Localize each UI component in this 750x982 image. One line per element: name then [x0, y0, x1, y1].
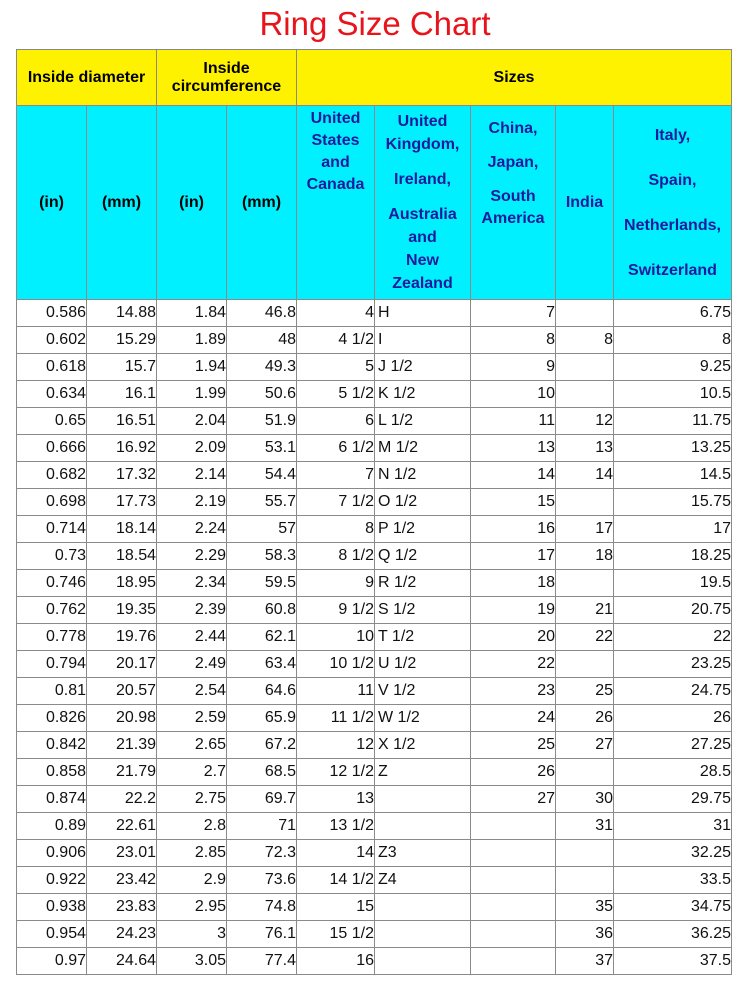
cell-us-canada: 11 1/2 [297, 705, 375, 732]
cell-china-japan: 15 [471, 489, 556, 516]
cell-circumference-mm: 49.3 [227, 354, 297, 381]
cell-circumference-mm: 67.2 [227, 732, 297, 759]
cell-italy-spain: 11.75 [614, 408, 732, 435]
cell-china-japan: 14 [471, 462, 556, 489]
uk-line-6: New [406, 252, 439, 269]
cell-diameter-in: 0.602 [17, 327, 87, 354]
cell-italy-spain: 29.75 [614, 786, 732, 813]
cell-china-japan: 7 [471, 300, 556, 327]
cell-diameter-in: 0.842 [17, 732, 87, 759]
cell-uk [375, 921, 471, 948]
cell-india [556, 867, 614, 894]
cell-china-japan: 17 [471, 543, 556, 570]
cell-circumference-in: 2.59 [157, 705, 227, 732]
table-row [17, 732, 732, 759]
cell-circumference-mm: 64.6 [227, 678, 297, 705]
cell-india: 30 [556, 786, 614, 813]
cell-uk: W 1/2 [375, 705, 471, 732]
cell-italy-spain: 26 [614, 705, 732, 732]
cell-diameter-mm: 23.83 [87, 894, 157, 921]
table-row [17, 840, 732, 867]
cell-china-japan: 27 [471, 786, 556, 813]
ring-size-table [16, 49, 732, 975]
cell-circumference-in: 2.75 [157, 786, 227, 813]
cell-us-canada: 8 [297, 516, 375, 543]
cell-diameter-in: 0.874 [17, 786, 87, 813]
cell-us-canada: 13 [297, 786, 375, 813]
cell-circumference-mm: 77.4 [227, 948, 297, 975]
cell-india [556, 354, 614, 381]
cell-diameter-in: 0.586 [17, 300, 87, 327]
cell-us-canada: 8 1/2 [297, 543, 375, 570]
cell-circumference-mm: 63.4 [227, 651, 297, 678]
cell-india: 18 [556, 543, 614, 570]
cell-india: 8 [556, 327, 614, 354]
cell-italy-spain: 34.75 [614, 894, 732, 921]
cell-circumference-mm: 54.4 [227, 462, 297, 489]
cell-uk: X 1/2 [375, 732, 471, 759]
cell-india [556, 381, 614, 408]
cell-diameter-mm: 15.7 [87, 354, 157, 381]
cell-diameter-in: 0.73 [17, 543, 87, 570]
cell-diameter-in: 0.826 [17, 705, 87, 732]
cell-diameter-in: 0.65 [17, 408, 87, 435]
cell-china-japan: 23 [471, 678, 556, 705]
cell-italy-spain: 10.5 [614, 381, 732, 408]
table-row [17, 570, 732, 597]
cell-diameter-mm: 15.29 [87, 327, 157, 354]
cell-india [556, 840, 614, 867]
table-row [17, 408, 732, 435]
cell-italy-spain: 28.5 [614, 759, 732, 786]
cell-diameter-in: 0.89 [17, 813, 87, 840]
table-row [17, 381, 732, 408]
col-uk-ireland-australia-nz [375, 106, 471, 300]
cell-circumference-in: 2.19 [157, 489, 227, 516]
cell-india [556, 489, 614, 516]
cell-uk: J 1/2 [375, 354, 471, 381]
col-india: India [556, 106, 614, 300]
cell-china-japan [471, 948, 556, 975]
table-row [17, 894, 732, 921]
uk-line-3: Ireland, [394, 171, 451, 188]
cell-circumference-mm: 58.3 [227, 543, 297, 570]
cell-india: 21 [556, 597, 614, 624]
cell-china-japan: 16 [471, 516, 556, 543]
cell-diameter-mm: 20.98 [87, 705, 157, 732]
table-row [17, 921, 732, 948]
cell-diameter-in: 0.778 [17, 624, 87, 651]
cell-uk: H [375, 300, 471, 327]
cell-us-canada: 4 1/2 [297, 327, 375, 354]
cell-uk: Z [375, 759, 471, 786]
uk-line-5: and [408, 229, 437, 246]
col-circumference-in: (in) [157, 106, 227, 300]
cell-us-canada: 10 1/2 [297, 651, 375, 678]
cell-china-japan: 10 [471, 381, 556, 408]
cell-circumference-in: 1.94 [157, 354, 227, 381]
uk-line-2: Kingdom, [385, 136, 460, 153]
cell-circumference-mm: 76.1 [227, 921, 297, 948]
cell-circumference-mm: 57 [227, 516, 297, 543]
cell-us-canada: 16 [297, 948, 375, 975]
group-header-inside-circumference [157, 50, 297, 106]
col-china-japan-south-america [471, 106, 556, 300]
table-row [17, 624, 732, 651]
cell-diameter-mm: 19.76 [87, 624, 157, 651]
cell-circumference-mm: 48 [227, 327, 297, 354]
cell-circumference-in: 1.84 [157, 300, 227, 327]
col-diameter-mm: (mm) [87, 106, 157, 300]
cell-china-japan: 22 [471, 651, 556, 678]
cell-india: 14 [556, 462, 614, 489]
cell-circumference-mm: 73.6 [227, 867, 297, 894]
cell-india [556, 570, 614, 597]
cell-us-canada: 15 1/2 [297, 921, 375, 948]
cell-india [556, 300, 614, 327]
column-header-row [17, 106, 732, 300]
cell-china-japan [471, 813, 556, 840]
cell-circumference-in: 2.34 [157, 570, 227, 597]
cell-india: 35 [556, 894, 614, 921]
cell-china-japan: 9 [471, 354, 556, 381]
cell-italy-spain: 33.5 [614, 867, 732, 894]
cell-italy-spain: 36.25 [614, 921, 732, 948]
cell-circumference-mm: 65.9 [227, 705, 297, 732]
cell-us-canada: 11 [297, 678, 375, 705]
cell-us-canada: 10 [297, 624, 375, 651]
cell-diameter-in: 0.954 [17, 921, 87, 948]
cell-circumference-in: 2.7 [157, 759, 227, 786]
table-row [17, 948, 732, 975]
cell-india [556, 651, 614, 678]
cell-china-japan: 20 [471, 624, 556, 651]
cell-uk [375, 786, 471, 813]
cell-china-japan [471, 894, 556, 921]
cell-us-canada: 7 [297, 462, 375, 489]
cell-diameter-mm: 20.17 [87, 651, 157, 678]
cell-circumference-in: 3.05 [157, 948, 227, 975]
table-row [17, 327, 732, 354]
us-line-4: Canada [306, 176, 365, 193]
cell-us-canada: 9 [297, 570, 375, 597]
table-row [17, 435, 732, 462]
cell-diameter-mm: 23.42 [87, 867, 157, 894]
group-header-row [17, 50, 732, 106]
cell-india: 26 [556, 705, 614, 732]
cell-uk: I [375, 327, 471, 354]
cell-italy-spain: 17 [614, 516, 732, 543]
cell-circumference-in: 2.04 [157, 408, 227, 435]
table-row [17, 678, 732, 705]
cell-circumference-in: 2.49 [157, 651, 227, 678]
table-row [17, 813, 732, 840]
cell-diameter-mm: 17.32 [87, 462, 157, 489]
col-us-canada [297, 106, 375, 300]
cell-diameter-in: 0.618 [17, 354, 87, 381]
cell-uk: R 1/2 [375, 570, 471, 597]
cell-uk: Q 1/2 [375, 543, 471, 570]
cell-diameter-in: 0.81 [17, 678, 87, 705]
cell-uk [375, 894, 471, 921]
circumference-line-1: Inside [203, 59, 250, 77]
cell-circumference-mm: 53.1 [227, 435, 297, 462]
cell-uk: P 1/2 [375, 516, 471, 543]
cell-diameter-mm: 20.57 [87, 678, 157, 705]
it-line-1: Italy, [654, 126, 691, 144]
cell-diameter-mm: 23.01 [87, 840, 157, 867]
cell-india: 22 [556, 624, 614, 651]
cell-italy-spain: 14.5 [614, 462, 732, 489]
cell-circumference-in: 2.24 [157, 516, 227, 543]
cell-diameter-mm: 18.54 [87, 543, 157, 570]
cell-circumference-mm: 51.9 [227, 408, 297, 435]
cell-india: 25 [556, 678, 614, 705]
cell-circumference-in: 1.89 [157, 327, 227, 354]
cell-china-japan: 25 [471, 732, 556, 759]
cell-china-japan: 19 [471, 597, 556, 624]
cell-us-canada: 12 1/2 [297, 759, 375, 786]
table-row [17, 759, 732, 786]
cell-circumference-mm: 60.8 [227, 597, 297, 624]
cell-diameter-in: 0.938 [17, 894, 87, 921]
table-row [17, 354, 732, 381]
cell-circumference-mm: 72.3 [227, 840, 297, 867]
cell-circumference-in: 2.65 [157, 732, 227, 759]
cell-diameter-mm: 22.2 [87, 786, 157, 813]
table-row [17, 786, 732, 813]
cell-uk: S 1/2 [375, 597, 471, 624]
cell-india: 37 [556, 948, 614, 975]
circumference-line-2: circumference [171, 77, 282, 95]
cell-uk: V 1/2 [375, 678, 471, 705]
cell-italy-spain: 20.75 [614, 597, 732, 624]
cell-india: 31 [556, 813, 614, 840]
cell-china-japan [471, 921, 556, 948]
cell-italy-spain: 37.5 [614, 948, 732, 975]
cell-diameter-mm: 21.39 [87, 732, 157, 759]
cell-us-canada: 14 1/2 [297, 867, 375, 894]
cell-us-canada: 4 [297, 300, 375, 327]
cell-diameter-mm: 21.79 [87, 759, 157, 786]
cell-circumference-in: 2.29 [157, 543, 227, 570]
table-row [17, 543, 732, 570]
it-line-3: Netherlands, [624, 216, 721, 234]
cell-china-japan [471, 867, 556, 894]
cell-us-canada: 5 [297, 354, 375, 381]
cell-circumference-in: 2.09 [157, 435, 227, 462]
cell-diameter-in: 0.922 [17, 867, 87, 894]
cell-diameter-in: 0.906 [17, 840, 87, 867]
cell-circumference-in: 2.8 [157, 813, 227, 840]
cell-diameter-mm: 24.23 [87, 921, 157, 948]
cell-circumference-mm: 74.8 [227, 894, 297, 921]
cn-line-1: China, [488, 120, 538, 137]
cell-circumference-in: 2.95 [157, 894, 227, 921]
cell-italy-spain: 23.25 [614, 651, 732, 678]
it-line-2: Spain, [648, 171, 697, 189]
cell-italy-spain: 6.75 [614, 300, 732, 327]
cn-line-4: America [481, 210, 545, 227]
cell-italy-spain: 19.5 [614, 570, 732, 597]
cell-us-canada: 13 1/2 [297, 813, 375, 840]
cell-us-canada: 14 [297, 840, 375, 867]
cell-uk: M 1/2 [375, 435, 471, 462]
cell-circumference-in: 1.99 [157, 381, 227, 408]
uk-line-7: Zealand [392, 275, 453, 292]
cell-italy-spain: 22 [614, 624, 732, 651]
cell-diameter-mm: 17.73 [87, 489, 157, 516]
cell-diameter-in: 0.634 [17, 381, 87, 408]
cell-italy-spain: 9.25 [614, 354, 732, 381]
cell-china-japan: 8 [471, 327, 556, 354]
cell-circumference-mm: 50.6 [227, 381, 297, 408]
cell-diameter-mm: 16.51 [87, 408, 157, 435]
cell-diameter-in: 0.714 [17, 516, 87, 543]
col-circumference-mm: (mm) [227, 106, 297, 300]
cell-italy-spain: 18.25 [614, 543, 732, 570]
cell-circumference-in: 2.85 [157, 840, 227, 867]
cell-diameter-in: 0.794 [17, 651, 87, 678]
us-line-1: United [310, 110, 361, 127]
cell-india: 36 [556, 921, 614, 948]
col-italy-spain-netherlands-switzerland [614, 106, 732, 300]
cell-india: 13 [556, 435, 614, 462]
cell-circumference-in: 2.54 [157, 678, 227, 705]
cell-diameter-in: 0.858 [17, 759, 87, 786]
cell-diameter-mm: 16.1 [87, 381, 157, 408]
cell-diameter-mm: 18.14 [87, 516, 157, 543]
table-row [17, 867, 732, 894]
cell-diameter-mm: 19.35 [87, 597, 157, 624]
table-row [17, 489, 732, 516]
cell-diameter-in: 0.682 [17, 462, 87, 489]
cell-uk: K 1/2 [375, 381, 471, 408]
cell-circumference-in: 2.14 [157, 462, 227, 489]
cell-circumference-in: 2.39 [157, 597, 227, 624]
cell-italy-spain: 31 [614, 813, 732, 840]
cell-us-canada: 7 1/2 [297, 489, 375, 516]
cell-us-canada: 6 1/2 [297, 435, 375, 462]
cell-italy-spain: 24.75 [614, 678, 732, 705]
cell-china-japan: 24 [471, 705, 556, 732]
table-body [17, 300, 732, 975]
uk-line-4: Australia [388, 206, 457, 223]
table-row [17, 300, 732, 327]
cell-us-canada: 5 1/2 [297, 381, 375, 408]
it-line-4: Switzerland [628, 261, 717, 279]
cell-us-canada: 15 [297, 894, 375, 921]
cell-circumference-mm: 46.8 [227, 300, 297, 327]
cell-uk: N 1/2 [375, 462, 471, 489]
cell-italy-spain: 27.25 [614, 732, 732, 759]
cell-italy-spain: 15.75 [614, 489, 732, 516]
cell-circumference-mm: 62.1 [227, 624, 297, 651]
cn-line-2: Japan, [487, 154, 539, 171]
cell-circumference-mm: 68.5 [227, 759, 297, 786]
cell-circumference-in: 2.44 [157, 624, 227, 651]
cell-circumference-mm: 55.7 [227, 489, 297, 516]
cell-china-japan: 11 [471, 408, 556, 435]
cell-diameter-in: 0.698 [17, 489, 87, 516]
table-row [17, 462, 732, 489]
cell-china-japan: 13 [471, 435, 556, 462]
cell-china-japan: 26 [471, 759, 556, 786]
cell-diameter-in: 0.97 [17, 948, 87, 975]
cell-uk [375, 948, 471, 975]
cell-uk: L 1/2 [375, 408, 471, 435]
cell-circumference-mm: 69.7 [227, 786, 297, 813]
cell-india [556, 759, 614, 786]
table-row [17, 597, 732, 624]
col-diameter-in: (in) [17, 106, 87, 300]
cell-india: 12 [556, 408, 614, 435]
cell-us-canada: 12 [297, 732, 375, 759]
cell-circumference-in: 3 [157, 921, 227, 948]
cell-diameter-mm: 16.92 [87, 435, 157, 462]
cell-diameter-mm: 14.88 [87, 300, 157, 327]
cell-diameter-mm: 24.64 [87, 948, 157, 975]
cell-circumference-mm: 59.5 [227, 570, 297, 597]
uk-line-1: United [397, 113, 448, 130]
cell-china-japan: 18 [471, 570, 556, 597]
cell-india: 27 [556, 732, 614, 759]
table-row [17, 516, 732, 543]
cell-diameter-in: 0.746 [17, 570, 87, 597]
group-header-sizes: Sizes [297, 50, 732, 106]
cell-italy-spain: 13.25 [614, 435, 732, 462]
cell-circumference-mm: 71 [227, 813, 297, 840]
cell-uk: Z4 [375, 867, 471, 894]
cell-italy-spain: 32.25 [614, 840, 732, 867]
cell-us-canada: 6 [297, 408, 375, 435]
us-line-2: States [311, 132, 360, 149]
cell-uk: Z3 [375, 840, 471, 867]
cell-circumference-in: 2.9 [157, 867, 227, 894]
cell-italy-spain: 8 [614, 327, 732, 354]
page-title: Ring Size Chart [259, 5, 491, 42]
cell-diameter-in: 0.762 [17, 597, 87, 624]
cell-uk: U 1/2 [375, 651, 471, 678]
cell-diameter-mm: 18.95 [87, 570, 157, 597]
cell-us-canada: 9 1/2 [297, 597, 375, 624]
us-line-3: and [321, 154, 350, 171]
cell-india: 17 [556, 516, 614, 543]
group-header-inside-diameter: Inside diameter [17, 50, 157, 106]
cell-diameter-in: 0.666 [17, 435, 87, 462]
cell-uk: T 1/2 [375, 624, 471, 651]
cell-uk: O 1/2 [375, 489, 471, 516]
cn-line-3: South [490, 188, 536, 205]
cell-uk [375, 813, 471, 840]
table-row [17, 705, 732, 732]
table-row [17, 651, 732, 678]
cell-diameter-mm: 22.61 [87, 813, 157, 840]
cell-china-japan [471, 840, 556, 867]
